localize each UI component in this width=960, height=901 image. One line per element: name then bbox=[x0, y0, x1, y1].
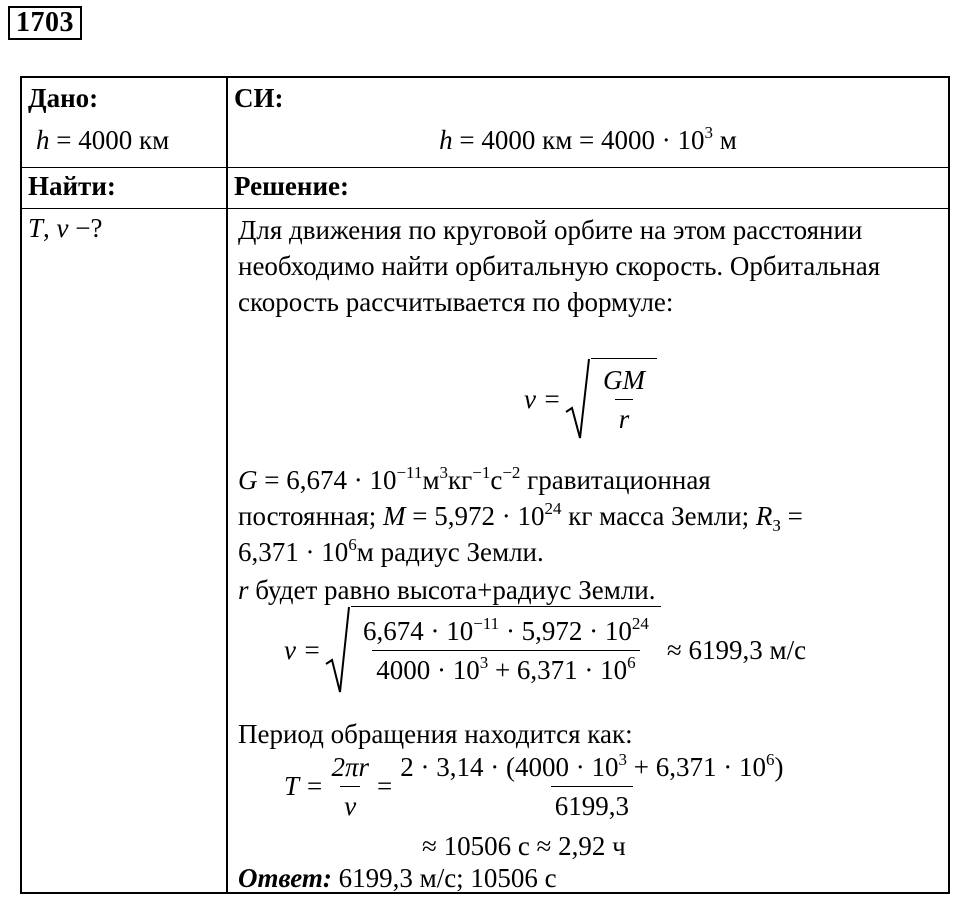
r-earth-eq: = bbox=[780, 501, 803, 531]
r-earth-description: м радиус Земли. bbox=[356, 537, 544, 567]
si-h-unit: м bbox=[713, 125, 737, 155]
given-height bbox=[22, 122, 226, 158]
find-label: Найти: bbox=[28, 171, 116, 201]
gravitational-constant-line bbox=[238, 462, 930, 498]
f2-sqrt bbox=[325, 606, 661, 694]
given-h-var: h bbox=[36, 125, 50, 155]
f2-denominator: $4000 \cdot 10^3 + 6,371 \cdot 10^6$ bbox=[372, 650, 639, 687]
m-exp: 24 bbox=[544, 499, 562, 518]
given-label: Дано: bbox=[28, 83, 99, 113]
m-symbol: M bbox=[383, 501, 406, 531]
g-description: гравитационная bbox=[520, 465, 711, 495]
g-unit-m: м bbox=[422, 465, 440, 495]
r-definition-text: будет равно высота+радиус Земли. bbox=[248, 575, 656, 605]
solution-column bbox=[228, 78, 948, 892]
solution-intro: Для движения по круговой орбите на этом расстоянии необходимо найти орбитальную скорость. Орбитальная скорость рассчитывается по формуле: bbox=[238, 215, 881, 317]
solution-table bbox=[20, 76, 950, 894]
si-h-exp: 3 bbox=[704, 123, 714, 142]
r-symbol: r bbox=[238, 575, 249, 605]
find-unknowns bbox=[22, 210, 226, 246]
f2-numerator: $6,674 \cdot 10^{-11} \cdot 5,972 \cdot 10^{24}$ bbox=[362, 614, 649, 646]
g-unit-s-exp: −2 bbox=[502, 463, 521, 482]
period-calculation bbox=[284, 750, 791, 823]
f3-frac-den: v bbox=[340, 786, 360, 823]
r-definition bbox=[238, 572, 930, 608]
answer-label: Ответ: bbox=[238, 863, 332, 893]
r-earth-subscript: З bbox=[772, 516, 781, 535]
orbital-velocity-formula bbox=[524, 358, 657, 440]
f3-numerator: $2 \cdot 3,14 \cdot (4000 \cdot 10^3 + 6,371 \cdot 10^6)$ bbox=[400, 750, 784, 782]
f3-eq: = bbox=[377, 771, 393, 801]
r-earth-symbol: R bbox=[755, 501, 773, 531]
si-h-var: h bbox=[439, 125, 453, 155]
f3-frac-num: 2πr bbox=[331, 752, 370, 782]
f1-sqrt bbox=[565, 358, 657, 440]
sqrt-sign-icon bbox=[565, 358, 591, 440]
m-value: = 5,972 · 10 bbox=[405, 501, 545, 531]
si-conversion bbox=[228, 122, 948, 158]
task-number: 1703 bbox=[8, 6, 82, 40]
f2-lhs: v = bbox=[284, 634, 321, 665]
f3-denominator: 6199,3 bbox=[551, 786, 633, 823]
earth-mass-line bbox=[238, 498, 930, 534]
f2-result: ≈ 6199,3 м/с bbox=[666, 634, 807, 665]
g-exp: −11 bbox=[396, 463, 423, 482]
g-unit-s: с bbox=[490, 465, 503, 495]
velocity-calculation bbox=[284, 606, 806, 694]
m-description: кг масса Земли; bbox=[561, 501, 756, 531]
given-column bbox=[22, 78, 228, 892]
find-t: T bbox=[28, 213, 44, 243]
f1-lhs: v = bbox=[524, 383, 561, 414]
solution-label: Решение: bbox=[234, 171, 349, 201]
find-sep: , bbox=[43, 213, 57, 243]
find-question: −? bbox=[68, 213, 103, 243]
f1-num: GM bbox=[602, 365, 645, 395]
r-earth-value: 6,371 · 10 bbox=[238, 537, 349, 567]
f1-den: r bbox=[615, 399, 634, 436]
answer-line bbox=[238, 860, 930, 896]
g-unit-kg: кг bbox=[448, 465, 473, 495]
si-label: СИ: bbox=[234, 83, 284, 113]
r-earth-exp: 6 bbox=[348, 535, 357, 554]
period-intro: Период обращения находится как: bbox=[238, 719, 633, 749]
f3-lhs: T = bbox=[284, 771, 324, 801]
answer-text: 6199,3 м/с; 10506 с bbox=[331, 863, 557, 893]
find-v: v bbox=[56, 213, 69, 243]
given-h-value: = 4000 км bbox=[49, 125, 170, 155]
earth-radius-line bbox=[238, 534, 930, 570]
g-unit-m-exp: 3 bbox=[439, 463, 449, 482]
g-symbol: G bbox=[238, 465, 258, 495]
g-value: = 6,674 · 10 bbox=[257, 465, 397, 495]
g-unit-kg-exp: −1 bbox=[472, 463, 491, 482]
sqrt-sign-icon bbox=[325, 606, 351, 694]
si-h-value: = 4000 км = 4000 · 10 bbox=[452, 125, 705, 155]
period-result: ≈ 10506 с ≈ 2,92 ч bbox=[422, 831, 626, 861]
m-prefix: постоянная; bbox=[238, 501, 384, 531]
